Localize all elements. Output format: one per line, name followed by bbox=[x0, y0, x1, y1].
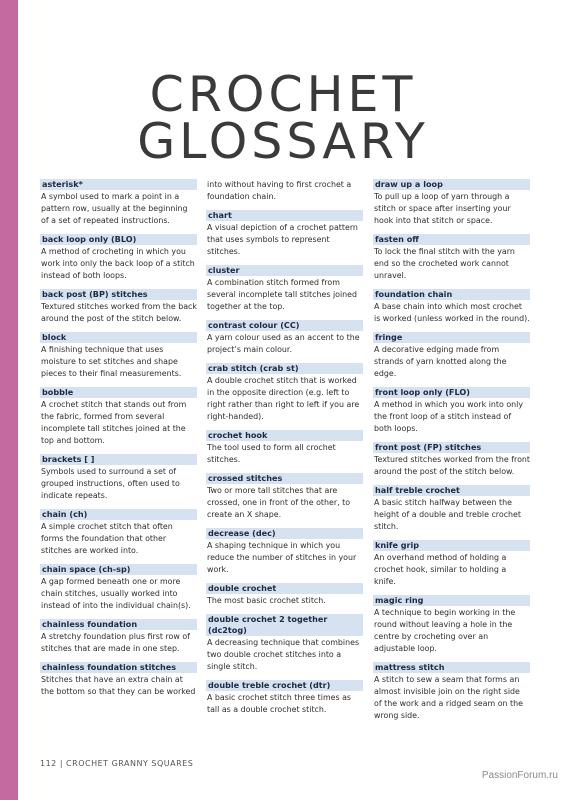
glossary-definition: A simple crochet stitch that often forms the foundation that other stitches are worked into. bbox=[41, 522, 173, 555]
glossary-term: decrease (dec) bbox=[206, 528, 363, 539]
glossary-term: foundation chain bbox=[373, 289, 530, 300]
glossary-definition: A combination stitch formed from several incomplete tall stitches joined together at the top. bbox=[207, 278, 358, 311]
glossary-term: crochet hook bbox=[206, 430, 363, 441]
glossary-definition: A crochet stitch that stands out from the fabric, formed from several incomplete tall stitches joined at the top and bottom. bbox=[41, 400, 187, 445]
glossary-entry bbox=[373, 662, 530, 722]
page-footer: 112 | CROCHET GRANNY SQUARES bbox=[40, 759, 194, 768]
glossary-entry bbox=[40, 509, 197, 557]
glossary-definition: A finishing technique that uses moisture to set stitches and shape pieces to their final measurements. bbox=[41, 345, 182, 378]
glossary-term: chart bbox=[206, 210, 363, 221]
glossary-term: double treble crochet (dtr) bbox=[206, 680, 363, 691]
glossary-entry bbox=[373, 332, 530, 380]
glossary-definition: A visual depiction of a crochet pattern that uses symbols to represent stitches. bbox=[207, 223, 358, 256]
glossary-term: knife grip bbox=[373, 540, 530, 551]
glossary-entry bbox=[373, 540, 530, 588]
glossary-definition: A double crochet stitch that is worked in the opposite direction (e.g. left to right rather than right to left if you are right-handed). bbox=[207, 376, 360, 421]
page-title-line-2: GLOSSARY bbox=[137, 113, 429, 170]
glossary-term: double crochet bbox=[206, 583, 363, 594]
glossary-term: chain (ch) bbox=[40, 509, 197, 520]
glossary-definition: A method in which you work into only the front loop of a stitch instead of both loops. bbox=[374, 400, 524, 433]
glossary-entry bbox=[40, 662, 197, 698]
glossary-term: half treble crochet bbox=[373, 485, 530, 496]
glossary-definition: The tool used to form all crochet stitches. bbox=[207, 443, 336, 464]
glossary-entry bbox=[206, 614, 363, 673]
glossary-entry bbox=[40, 564, 197, 612]
glossary-definition: A stitch to sew a seam that forms an almost invisible join on the right side of the work and a ridged seam on the wrong side. bbox=[374, 675, 523, 720]
glossary-term: magic ring bbox=[373, 595, 530, 606]
glossary-entry bbox=[206, 583, 363, 607]
glossary-definition: The most basic crochet stitch. bbox=[207, 596, 326, 605]
glossary-entry bbox=[373, 234, 530, 282]
glossary-entry bbox=[373, 485, 530, 533]
glossary-column-3 bbox=[373, 179, 530, 729]
glossary-definition: A stretchy foundation plus first row of stitches that are made in one step. bbox=[41, 632, 190, 653]
glossary-term: bobble bbox=[40, 387, 197, 398]
glossary-column-2 bbox=[206, 179, 363, 723]
glossary-term: chain space (ch-sp) bbox=[40, 564, 197, 575]
glossary-entry bbox=[40, 619, 197, 655]
glossary-entry bbox=[206, 320, 363, 356]
glossary-entry bbox=[206, 363, 363, 423]
glossary-entry bbox=[373, 179, 530, 227]
glossary-definition: Stitches that have an extra chain at the bottom so that they can be worked bbox=[41, 675, 196, 696]
glossary-definition: Textured stitches worked from the back around the post of the stitch below. bbox=[41, 302, 197, 323]
glossary-term: front post (FP) stitches bbox=[373, 442, 530, 453]
glossary-definition-continuation: into without having to first crochet a foundation chain. bbox=[207, 180, 352, 201]
glossary-definition: A gap formed beneath one or more chain stitches, usually worked into instead of into the individual chain(s). bbox=[41, 577, 191, 610]
glossary-definition: A basic stitch halfway between the height of a double and treble crochet stitch. bbox=[374, 498, 521, 531]
glossary-definition: To lock the final stitch with the yarn end so the crocheted work cannot unravel. bbox=[374, 247, 515, 280]
glossary-term: double crochet 2 together (dc2tog) bbox=[206, 614, 363, 636]
glossary-definition: A method of crocheting in which you work into only the back loop of a stitch instead of both loops. bbox=[41, 247, 195, 280]
glossary-term: draw up a loop bbox=[373, 179, 530, 190]
glossary-entry bbox=[373, 289, 530, 325]
glossary-definition: Symbols used to surround a set of grouped instructions, often used to indicate repeats. bbox=[41, 467, 180, 500]
glossary-definition: An overhand method of holding a crochet hook, similar to holding a knife. bbox=[374, 553, 507, 586]
glossary-term: brackets [ ] bbox=[40, 454, 197, 465]
glossary-definition: A symbol used to mark a point in a pattern row, usually at the beginning of a set of repeated instructions. bbox=[41, 192, 188, 225]
glossary-definition: Two or more tall stitches that are crossed, one in front of the other, to create an X shape. bbox=[207, 486, 351, 519]
glossary-entry bbox=[40, 289, 197, 325]
glossary-entry bbox=[206, 680, 363, 716]
glossary-entry bbox=[40, 332, 197, 380]
glossary-column-1 bbox=[40, 179, 197, 705]
glossary-entry bbox=[206, 473, 363, 521]
glossary-term: chainless foundation bbox=[40, 619, 197, 630]
glossary-entry bbox=[206, 528, 363, 576]
glossary-definition: A technique to begin working in the round without leaving a hole in the centre by crocheting over an adjustable loop. bbox=[374, 608, 516, 653]
glossary-term: crossed stitches bbox=[206, 473, 363, 484]
glossary-entry bbox=[40, 234, 197, 282]
glossary-entry bbox=[373, 442, 530, 478]
glossary-definition: Textured stitches worked from the front around the post of the stitch below. bbox=[374, 455, 530, 476]
glossary-entry bbox=[40, 179, 197, 227]
glossary-entry bbox=[206, 265, 363, 313]
glossary-term: back loop only (BLO) bbox=[40, 234, 197, 245]
glossary-entry bbox=[373, 595, 530, 655]
glossary-definition: A yarn colour used as an accent to the project’s main colour. bbox=[207, 333, 360, 354]
glossary-entry bbox=[40, 454, 197, 502]
glossary-term: crab stitch (crab st) bbox=[206, 363, 363, 374]
glossary-definition: To pull up a loop of yarn through a stitch or space after inserting your hook into that stitch or space. bbox=[374, 192, 511, 225]
glossary-entry bbox=[206, 210, 363, 258]
glossary-term: block bbox=[40, 332, 197, 343]
page-title-line-1: CROCHET bbox=[149, 66, 417, 123]
glossary-entry bbox=[40, 387, 197, 447]
glossary-definition: A decorative edging made from strands of yarn knotted along the edge. bbox=[374, 345, 507, 378]
glossary-term: asterisk* bbox=[40, 179, 197, 190]
glossary-term: front loop only (FLO) bbox=[373, 387, 530, 398]
glossary-entry bbox=[373, 387, 530, 435]
glossary-term: cluster bbox=[206, 265, 363, 276]
glossary-term: fasten off bbox=[373, 234, 530, 245]
glossary-definition: A base chain into which most crochet is worked (unless worked in the round). bbox=[374, 302, 530, 323]
glossary-definition: A decreasing technique that combines two double crochet stitches into a single stitch. bbox=[207, 638, 360, 671]
glossary-entry bbox=[206, 430, 363, 466]
glossary-term: mattress stitch bbox=[373, 662, 530, 673]
glossary-definition: A shaping technique in which you reduce the number of stitches in your work. bbox=[207, 541, 357, 574]
glossary-term: contrast colour (CC) bbox=[206, 320, 363, 331]
glossary-definition: A basic crochet stitch three times as tall as a double crochet stitch. bbox=[207, 693, 352, 714]
glossary-term: fringe bbox=[373, 332, 530, 343]
watermark: PassionForum.ru bbox=[481, 770, 558, 781]
glossary-term: chainless foundation stitches bbox=[40, 662, 197, 673]
glossary-term: back post (BP) stitches bbox=[40, 289, 197, 300]
